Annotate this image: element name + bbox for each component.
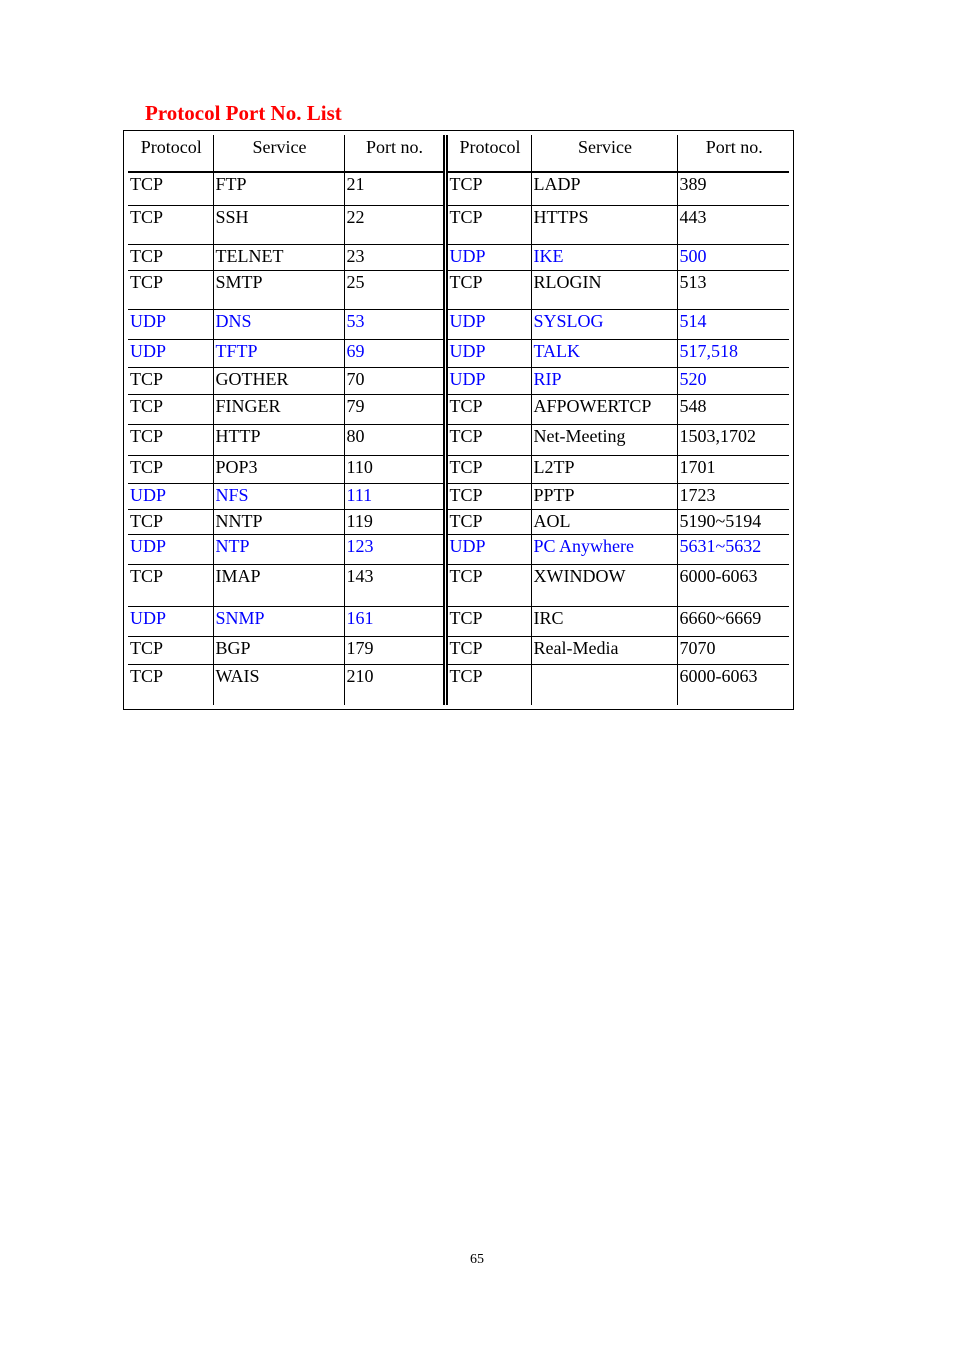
table-row bbox=[128, 564, 789, 606]
left-port-cell: 53 bbox=[344, 309, 445, 339]
protocol-port-table bbox=[128, 135, 789, 705]
left-port-cell: 69 bbox=[344, 339, 445, 367]
right-service-cell: AOL bbox=[531, 509, 677, 534]
left-protocol-cell: TCP bbox=[128, 394, 213, 424]
right-protocol-cell: TCP bbox=[445, 564, 531, 606]
right-protocol-cell: TCP bbox=[445, 205, 531, 244]
left-port-cell: 21 bbox=[344, 172, 445, 205]
table-row bbox=[128, 339, 789, 367]
left-port-cell: 179 bbox=[344, 636, 445, 664]
left-protocol-cell: TCP bbox=[128, 564, 213, 606]
left-service-cell: NFS bbox=[213, 483, 344, 509]
left-service-cell: IMAP bbox=[213, 564, 344, 606]
left-port-cell: 70 bbox=[344, 367, 445, 394]
right-service-cell: IRC bbox=[531, 606, 677, 636]
right-service-cell: HTTPS bbox=[531, 205, 677, 244]
left-service-cell: GOTHER bbox=[213, 367, 344, 394]
right-service-cell: RIP bbox=[531, 367, 677, 394]
right-port-cell: 1503,1702 bbox=[677, 424, 789, 455]
left-protocol-cell: UDP bbox=[128, 483, 213, 509]
left-service-cell: TFTP bbox=[213, 339, 344, 367]
right-protocol-cell: TCP bbox=[445, 455, 531, 483]
left-port-cell: 25 bbox=[344, 270, 445, 309]
right-port-cell: 5631~5632 bbox=[677, 534, 789, 564]
left-port-cell: 23 bbox=[344, 244, 445, 270]
left-port-cell: 79 bbox=[344, 394, 445, 424]
table-row bbox=[128, 394, 789, 424]
left-service-cell: POP3 bbox=[213, 455, 344, 483]
left-service-cell: DNS bbox=[213, 309, 344, 339]
table-row bbox=[128, 172, 789, 205]
left-protocol-cell: TCP bbox=[128, 509, 213, 534]
right-protocol-cell: TCP bbox=[445, 483, 531, 509]
right-protocol-cell: TCP bbox=[445, 394, 531, 424]
right-protocol-cell: UDP bbox=[445, 244, 531, 270]
right-protocol-cell: UDP bbox=[445, 339, 531, 367]
left-port-cell: 123 bbox=[344, 534, 445, 564]
page-title: Protocol Port No. List bbox=[145, 101, 342, 125]
left-service-cell: SNMP bbox=[213, 606, 344, 636]
page-number: 65 bbox=[470, 1252, 484, 1267]
header-service-right: Service bbox=[531, 135, 677, 172]
right-protocol-cell: TCP bbox=[445, 636, 531, 664]
right-port-cell: 443 bbox=[677, 205, 789, 244]
right-protocol-cell: TCP bbox=[445, 664, 531, 705]
left-protocol-cell: TCP bbox=[128, 172, 213, 205]
table-row bbox=[128, 664, 789, 705]
table-row bbox=[128, 205, 789, 244]
left-protocol-cell: UDP bbox=[128, 606, 213, 636]
right-protocol-cell: TCP bbox=[445, 172, 531, 205]
left-service-cell: NNTP bbox=[213, 509, 344, 534]
table-row bbox=[128, 483, 789, 509]
table-row bbox=[128, 424, 789, 455]
left-port-cell: 143 bbox=[344, 564, 445, 606]
right-service-cell: RLOGIN bbox=[531, 270, 677, 309]
left-protocol-cell: TCP bbox=[128, 367, 213, 394]
left-service-cell: NTP bbox=[213, 534, 344, 564]
table-row bbox=[128, 636, 789, 664]
left-protocol-cell: TCP bbox=[128, 636, 213, 664]
right-port-cell: 7070 bbox=[677, 636, 789, 664]
header-port-left: Port no. bbox=[344, 135, 445, 172]
right-port-cell: 513 bbox=[677, 270, 789, 309]
header-protocol-right: Protocol bbox=[445, 135, 531, 172]
left-protocol-cell: TCP bbox=[128, 424, 213, 455]
left-port-cell: 161 bbox=[344, 606, 445, 636]
right-service-cell: SYSLOG bbox=[531, 309, 677, 339]
left-port-cell: 119 bbox=[344, 509, 445, 534]
right-port-cell: 6660~6669 bbox=[677, 606, 789, 636]
left-service-cell: FINGER bbox=[213, 394, 344, 424]
right-port-cell: 548 bbox=[677, 394, 789, 424]
table-row bbox=[128, 309, 789, 339]
right-service-cell: XWINDOW bbox=[531, 564, 677, 606]
right-service-cell: IKE bbox=[531, 244, 677, 270]
right-port-cell: 6000-6063 bbox=[677, 664, 789, 705]
header-port-right: Port no. bbox=[677, 135, 789, 172]
right-protocol-cell: TCP bbox=[445, 424, 531, 455]
right-service-cell: Net-Meeting bbox=[531, 424, 677, 455]
left-protocol-cell: TCP bbox=[128, 455, 213, 483]
table-row bbox=[128, 367, 789, 394]
right-port-cell: 500 bbox=[677, 244, 789, 270]
table-row bbox=[128, 270, 789, 309]
left-port-cell: 22 bbox=[344, 205, 445, 244]
header-protocol-left: Protocol bbox=[128, 135, 213, 172]
table-row bbox=[128, 455, 789, 483]
right-protocol-cell: TCP bbox=[445, 509, 531, 534]
right-protocol-cell: UDP bbox=[445, 367, 531, 394]
right-service-cell: TALK bbox=[531, 339, 677, 367]
table-row bbox=[128, 509, 789, 534]
right-protocol-cell: TCP bbox=[445, 270, 531, 309]
left-port-cell: 80 bbox=[344, 424, 445, 455]
left-protocol-cell: TCP bbox=[130, 665, 164, 686]
left-port-cell: 111 bbox=[344, 483, 445, 509]
left-service-cell: HTTP bbox=[213, 424, 344, 455]
table-row bbox=[128, 606, 789, 636]
left-service-cell: WAIS bbox=[213, 664, 344, 705]
right-port-cell: 1723 bbox=[677, 483, 789, 509]
left-protocol-cell: TCP bbox=[128, 205, 213, 244]
right-service-cell: PPTP bbox=[531, 483, 677, 509]
left-service-cell: FTP bbox=[213, 172, 344, 205]
right-service-cell bbox=[531, 664, 677, 705]
right-service-cell: LADP bbox=[531, 172, 677, 205]
left-protocol-cell: UDP bbox=[128, 339, 213, 367]
right-service-cell: L2TP bbox=[531, 455, 677, 483]
right-port-cell: 5190~5194 bbox=[677, 509, 789, 534]
right-protocol-cell: UDP bbox=[445, 534, 531, 564]
right-port-cell: 6000-6063 bbox=[677, 564, 789, 606]
table-body bbox=[128, 172, 789, 705]
right-service-cell: AFPOWERTCP bbox=[531, 394, 677, 424]
left-protocol-cell: UDP bbox=[128, 534, 213, 564]
left-service-cell: BGP bbox=[213, 636, 344, 664]
left-service-cell: TELNET bbox=[213, 244, 344, 270]
table-row bbox=[128, 534, 789, 564]
left-protocol-cell: TCP bbox=[128, 244, 213, 270]
right-port-cell: 389 bbox=[677, 172, 789, 205]
left-service-cell: SMTP bbox=[213, 270, 344, 309]
header-service-left: Service bbox=[213, 135, 344, 172]
left-protocol-cell: UDP bbox=[128, 309, 213, 339]
left-service-cell: SSH bbox=[213, 205, 344, 244]
right-protocol-cell: TCP bbox=[445, 606, 531, 636]
right-service-cell: PC Anywhere bbox=[531, 534, 677, 564]
right-port-cell: 1701 bbox=[677, 455, 789, 483]
right-service-cell: Real-Media bbox=[531, 636, 677, 664]
right-port-cell: 520 bbox=[677, 367, 789, 394]
left-protocol-cell: TCP bbox=[128, 270, 213, 309]
right-port-cell: 514 bbox=[677, 309, 789, 339]
left-port-cell: 210 bbox=[344, 664, 445, 705]
table-row bbox=[128, 244, 789, 270]
table-header-row bbox=[128, 135, 789, 172]
right-protocol-cell: UDP bbox=[445, 309, 531, 339]
left-port-cell: 110 bbox=[344, 455, 445, 483]
right-port-cell: 517,518 bbox=[677, 339, 789, 367]
